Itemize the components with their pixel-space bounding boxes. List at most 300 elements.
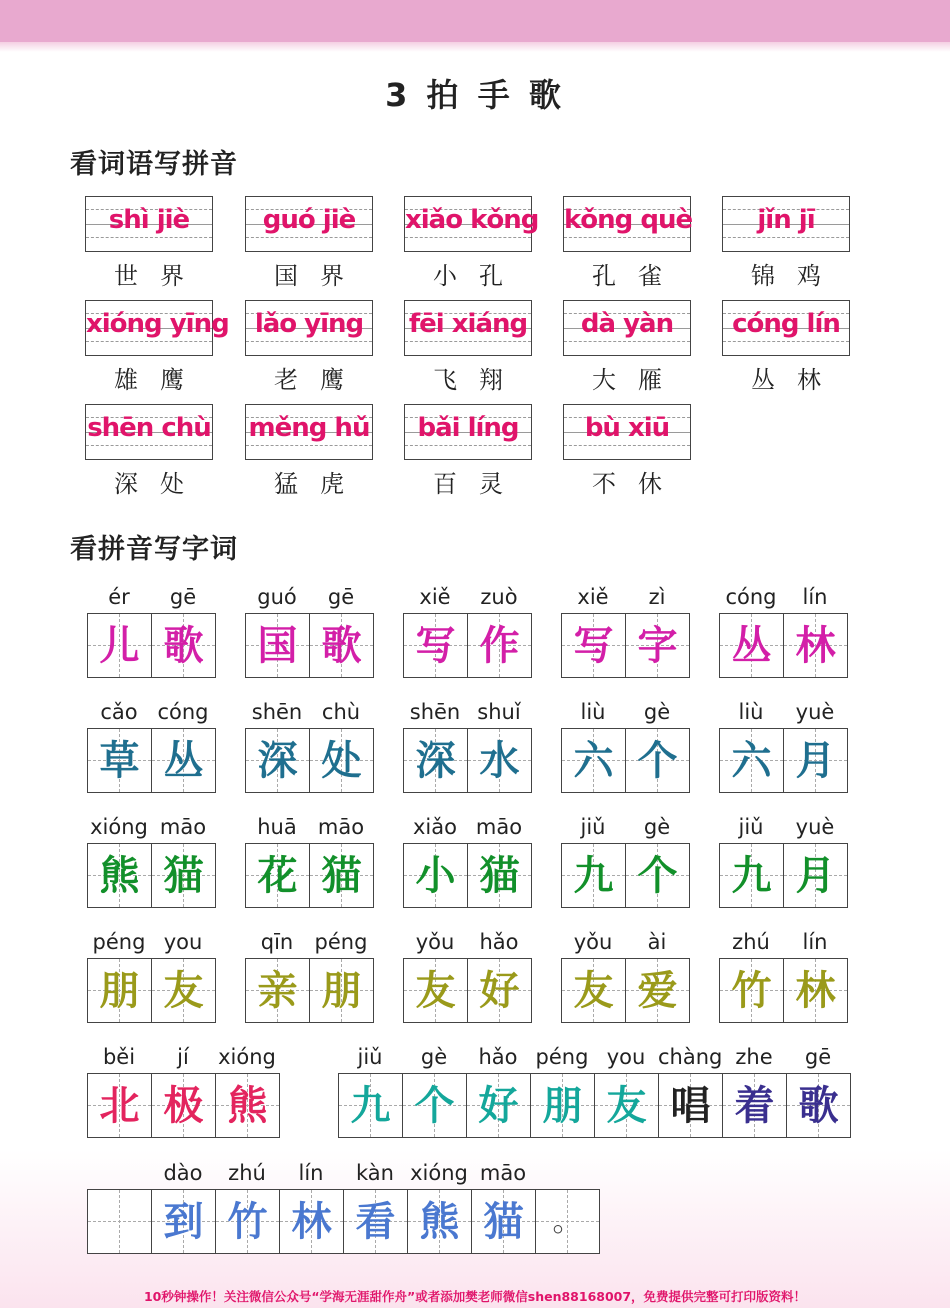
tian-grid-cell	[339, 1074, 403, 1137]
word-item	[563, 300, 691, 395]
hanzi-writing-group	[245, 929, 374, 1023]
tian-grid-row	[87, 613, 216, 678]
hanzi-answer: 爱	[637, 967, 678, 1014]
hanzi-word: 老鹰	[274, 366, 366, 394]
pinyin-answer: guó jiè	[262, 205, 356, 235]
tian-grid-row	[719, 958, 848, 1023]
word-item	[85, 300, 229, 395]
hanzi-word: 国界	[274, 262, 366, 290]
tian-grid-cell	[787, 1074, 851, 1137]
pinyin-syllable: kàn	[356, 1161, 394, 1185]
guide-line	[246, 445, 372, 446]
pinyin-row	[719, 699, 848, 725]
tian-grid-cell	[88, 844, 152, 907]
word-item	[85, 404, 213, 499]
tian-grid-row	[719, 613, 848, 678]
word-item	[563, 196, 691, 291]
pinyin-writing-box	[563, 300, 691, 356]
pinyin-syllable: jiǔ	[357, 1045, 383, 1069]
hanzi-answer: 月	[795, 737, 836, 784]
guide-line	[564, 237, 690, 238]
pinyin-row	[245, 699, 374, 725]
pinyin-syllable: hǎo	[478, 1045, 518, 1069]
hanzi-word: 深处	[114, 470, 206, 498]
pinyin-syllable: zhú	[228, 1161, 266, 1185]
pinyin-syllable: gè	[643, 700, 671, 724]
pinyin-row	[338, 1044, 851, 1070]
pinyin-syllable: you	[606, 1045, 646, 1069]
pinyin-row	[719, 929, 848, 955]
tian-grid-cell	[562, 959, 626, 1022]
tian-grid-row	[87, 1189, 600, 1254]
tian-grid-cell	[152, 1074, 216, 1137]
tian-grid-cell	[310, 844, 374, 907]
pinyin-syllable: xiě	[577, 585, 609, 609]
tian-grid-row	[87, 728, 216, 793]
pinyin-syllable: zì	[648, 585, 666, 609]
pinyin-syllable: gè	[420, 1045, 448, 1069]
tian-grid-row	[561, 843, 690, 908]
pinyin-answer: shì jiè	[108, 205, 190, 235]
hanzi-answer: 亲	[257, 967, 298, 1014]
pinyin-writing-box	[85, 300, 229, 356]
pinyin-syllable: lín	[298, 1161, 324, 1185]
hanzi-answer: 熊	[227, 1082, 268, 1129]
tian-grid-cell	[280, 1190, 344, 1253]
hanzi-writing-group	[719, 814, 848, 908]
tian-grid-cell	[626, 614, 690, 677]
pinyin-answer: kǒng què	[564, 205, 693, 235]
pinyin-syllable: xióng	[90, 815, 148, 839]
tian-grid-cell	[88, 959, 152, 1022]
pinyin-row	[719, 584, 848, 610]
guide-line	[564, 445, 690, 446]
hanzi-word: 百灵	[433, 470, 525, 498]
tian-grid-cell	[88, 614, 152, 677]
pinyin-writing-box	[85, 196, 213, 252]
tian-grid-cell	[626, 729, 690, 792]
tian-grid-cell	[468, 844, 532, 907]
hanzi-answer: 歌	[163, 622, 204, 669]
word-item	[722, 300, 850, 395]
hanzi-answer: 林	[795, 622, 836, 669]
tian-grid-cell	[152, 844, 216, 907]
hanzi-answer: 丛	[163, 737, 204, 784]
tian-grid-row	[561, 728, 690, 793]
hanzi-writing-group	[245, 699, 374, 793]
hanzi-answer: 着	[734, 1082, 775, 1129]
hanzi-writing-group	[561, 814, 690, 908]
pinyin-row	[87, 1044, 280, 1070]
hanzi-answer: 猫	[163, 852, 204, 899]
pinyin-syllable: chàng	[658, 1045, 723, 1069]
hanzi-answer: 猫	[483, 1198, 524, 1245]
section1-heading: 看词语写拼音	[70, 149, 238, 180]
tian-grid-row	[245, 843, 374, 908]
pinyin-syllable: jí	[177, 1045, 189, 1069]
pinyin-syllable: shēn	[409, 700, 461, 724]
hanzi-writing-group	[245, 814, 374, 908]
pinyin-syllable: chù	[321, 700, 361, 724]
pinyin-syllable: māo	[475, 815, 523, 839]
footer-note: 10秒钟操作！关注微信公众号“学海无涯甜作舟”或者添加樊老师微信shen88168007，免费提供完整可打印版资料！	[143, 1289, 807, 1304]
pinyin-syllable: gè	[643, 815, 671, 839]
tian-grid-cell	[310, 614, 374, 677]
pinyin-answer: fēi xiáng	[408, 309, 528, 339]
hanzi-writing-group	[87, 584, 216, 678]
hanzi-word: 大雁	[592, 366, 684, 394]
hanzi-answer: 友	[415, 967, 456, 1014]
hanzi-answer: 儿	[99, 622, 140, 669]
pinyin-writing-box	[245, 196, 373, 252]
tian-grid-cell	[720, 844, 784, 907]
pinyin-row	[561, 929, 690, 955]
tian-grid-cell	[408, 1190, 472, 1253]
pinyin-writing-box	[404, 300, 532, 356]
pinyin-syllable	[535, 1160, 599, 1186]
tian-grid-cell	[404, 959, 468, 1022]
pinyin-syllable: māo	[479, 1161, 527, 1185]
hanzi-answer: 熊	[99, 852, 140, 899]
hanzi-answer: 花	[257, 852, 298, 899]
pinyin-writing-box	[563, 404, 691, 460]
hanzi-answer: 个	[414, 1082, 455, 1129]
pinyin-syllable: ér	[108, 585, 130, 609]
tian-grid-cell	[152, 959, 216, 1022]
tian-grid-row	[719, 843, 848, 908]
hanzi-answer: 国	[257, 622, 298, 669]
tian-grid-cell	[344, 1190, 408, 1253]
tian-grid-cell	[310, 959, 374, 1022]
hanzi-answer: 个	[637, 852, 678, 899]
hanzi-writing-group	[87, 1044, 280, 1138]
pinyin-syllable: shuǐ	[477, 700, 521, 724]
tian-grid-cell	[467, 1074, 531, 1137]
hanzi-writing-group	[403, 699, 532, 793]
hanzi-word: 锦鸡	[751, 262, 843, 290]
pinyin-syllable: xiě	[419, 585, 451, 609]
hanzi-writing-group	[403, 814, 532, 908]
tian-grid-cell	[472, 1190, 536, 1253]
guide-line	[723, 341, 849, 342]
hanzi-answer: 朋	[321, 967, 362, 1014]
pinyin-answer: bǎi líng	[417, 413, 519, 443]
pinyin-writing-box	[245, 300, 373, 356]
tian-grid-cell	[784, 614, 848, 677]
hanzi-answer: 写	[415, 622, 456, 669]
tian-grid-cell	[784, 729, 848, 792]
pinyin-syllable: dào	[163, 1161, 203, 1185]
tian-grid-row	[87, 958, 216, 1023]
hanzi-answer: 好	[478, 1082, 519, 1129]
tian-grid-cell	[152, 614, 216, 677]
tian-grid-cell	[562, 614, 626, 677]
pinyin-row	[87, 929, 216, 955]
pinyin-row	[87, 699, 216, 725]
hanzi-answer: 作	[479, 622, 520, 669]
hanzi-answer: 猫	[321, 852, 362, 899]
pinyin-syllable: liù	[580, 700, 606, 724]
pinyin-syllable: péng	[314, 930, 368, 954]
hanzi-answer: 友	[606, 1082, 647, 1129]
tian-grid-cell	[404, 844, 468, 907]
pinyin-syllable: zhú	[732, 930, 770, 954]
tian-grid-cell	[152, 1190, 216, 1253]
tian-grid-cell	[468, 729, 532, 792]
pinyin-syllable: lín	[802, 585, 828, 609]
pinyin-answer: jǐn jī	[757, 205, 815, 235]
word-item	[563, 404, 691, 499]
pinyin-syllable: liù	[738, 700, 764, 724]
hanzi-answer: 林	[291, 1198, 332, 1245]
hanzi-writing-group	[87, 929, 216, 1023]
tian-grid-cell	[152, 729, 216, 792]
hanzi-answer: 字	[637, 622, 678, 669]
pinyin-writing-box	[563, 196, 691, 252]
pinyin-row	[87, 814, 216, 840]
pinyin-answer: shēn chù	[87, 413, 211, 443]
pinyin-syllable: cóng	[725, 585, 777, 609]
hanzi-answer: 看	[355, 1198, 396, 1245]
pinyin-writing-box	[404, 196, 539, 252]
hanzi-answer: 个	[637, 737, 678, 784]
tian-grid-cell	[404, 614, 468, 677]
pinyin-syllable: hǎo	[479, 930, 519, 954]
tian-grid-cell	[626, 844, 690, 907]
tian-grid-row	[403, 728, 532, 793]
pinyin-row	[403, 929, 532, 955]
hanzi-answer: 。	[552, 1204, 583, 1239]
tian-grid-cell	[88, 1190, 152, 1253]
tian-grid-row	[403, 958, 532, 1023]
pinyin-syllable: zhe	[735, 1045, 773, 1069]
tian-grid-row	[87, 1073, 280, 1138]
pinyin-syllable: xióng	[410, 1161, 468, 1185]
hanzi-word: 世界	[114, 262, 206, 290]
pinyin-syllable: lín	[802, 930, 828, 954]
guide-line	[564, 341, 690, 342]
tian-grid-cell	[88, 729, 152, 792]
hanzi-word: 飞翔	[433, 366, 525, 394]
pinyin-syllable: xióng	[218, 1045, 276, 1069]
pinyin-syllable: péng	[535, 1045, 589, 1069]
hanzi-writing-group	[87, 814, 216, 908]
pinyin-syllable: yuè	[795, 815, 835, 839]
hanzi-answer: 九	[731, 852, 772, 899]
pinyin-row	[561, 584, 690, 610]
hanzi-writing-group	[719, 929, 848, 1023]
hanzi-answer: 歌	[798, 1082, 839, 1129]
pinyin-syllable: huā	[257, 815, 297, 839]
pinyin-row	[87, 584, 216, 610]
hanzi-writing-group	[561, 699, 690, 793]
hanzi-writing-group	[338, 1044, 851, 1138]
tian-grid-cell	[531, 1074, 595, 1137]
pinyin-answer: xióng yīng	[86, 309, 229, 339]
hanzi-writing-group	[87, 699, 216, 793]
top-decorative-band	[0, 0, 950, 46]
pinyin-syllable: cǎo	[100, 700, 138, 724]
tian-grid-row	[87, 843, 216, 908]
hanzi-word: 孔雀	[592, 262, 684, 290]
tian-grid-cell	[246, 729, 310, 792]
section2-heading: 看拼音写字词	[70, 534, 238, 565]
hanzi-answer: 到	[163, 1198, 204, 1245]
hanzi-answer: 深	[257, 737, 298, 784]
pinyin-syllable: ài	[647, 930, 667, 954]
pinyin-syllable	[87, 1160, 151, 1186]
hanzi-word: 不休	[592, 470, 684, 498]
tian-grid-cell	[216, 1074, 280, 1137]
pinyin-syllable: xiǎo	[413, 815, 457, 839]
pinyin-syllable: yǒu	[573, 930, 613, 954]
tian-grid-cell	[595, 1074, 659, 1137]
tian-grid-cell	[246, 614, 310, 677]
hanzi-answer: 歌	[321, 622, 362, 669]
hanzi-writing-group	[719, 699, 848, 793]
tian-grid-row	[403, 613, 532, 678]
hanzi-word: 小孔	[433, 262, 525, 290]
pinyin-row	[245, 584, 374, 610]
tian-grid-cell	[720, 614, 784, 677]
guide-line	[86, 237, 212, 238]
word-item	[85, 196, 213, 291]
pinyin-row	[403, 814, 532, 840]
hanzi-answer: 竹	[227, 1198, 268, 1245]
tian-grid-cell	[403, 1074, 467, 1137]
pinyin-answer: cóng lín	[732, 309, 840, 339]
tian-grid-row	[245, 958, 374, 1023]
tian-grid-cell	[246, 959, 310, 1022]
tian-grid-cell	[720, 959, 784, 1022]
pinyin-syllable: māo	[159, 815, 207, 839]
tian-grid-cell	[723, 1074, 787, 1137]
pinyin-answer: bù xiū	[584, 413, 670, 443]
guide-line	[86, 341, 212, 342]
hanzi-answer: 深	[415, 737, 456, 784]
pinyin-syllable: guó	[257, 585, 297, 609]
pinyin-row	[245, 929, 374, 955]
guide-line	[86, 445, 212, 446]
pinyin-writing-box	[85, 404, 213, 460]
pinyin-answer: lǎo yīng	[254, 309, 364, 339]
hanzi-answer: 九	[350, 1082, 391, 1129]
word-item	[404, 300, 532, 395]
hanzi-answer: 林	[795, 967, 836, 1014]
hanzi-answer: 月	[795, 852, 836, 899]
guide-line	[723, 237, 849, 238]
hanzi-answer: 小	[415, 852, 456, 899]
pinyin-syllable: shēn	[251, 700, 303, 724]
pinyin-answer: dà yàn	[580, 309, 674, 339]
hanzi-answer: 处	[321, 737, 362, 784]
tian-grid-cell	[784, 959, 848, 1022]
hanzi-writing-group	[561, 929, 690, 1023]
pinyin-row	[245, 814, 374, 840]
tian-grid-cell	[468, 614, 532, 677]
pinyin-writing-box	[722, 196, 850, 252]
hanzi-writing-group	[403, 584, 532, 678]
hanzi-answer: 熊	[419, 1198, 460, 1245]
tian-grid-row	[403, 843, 532, 908]
tian-grid-cell	[310, 729, 374, 792]
hanzi-answer: 好	[479, 967, 520, 1014]
hanzi-answer: 草	[99, 737, 140, 784]
tian-grid-row	[245, 613, 374, 678]
tian-grid-cell	[88, 1074, 152, 1137]
tian-grid-cell	[626, 959, 690, 1022]
pinyin-row	[719, 814, 848, 840]
tian-grid-cell	[659, 1074, 723, 1137]
pinyin-syllable: yuè	[795, 700, 835, 724]
pinyin-syllable: gē	[169, 585, 197, 609]
pinyin-row	[403, 584, 532, 610]
hanzi-answer: 北	[99, 1082, 140, 1129]
tian-grid-cell	[562, 729, 626, 792]
pinyin-syllable: jiǔ	[580, 815, 606, 839]
hanzi-writing-group	[719, 584, 848, 678]
hanzi-answer: 写	[573, 622, 614, 669]
pinyin-syllable: māo	[317, 815, 365, 839]
hanzi-answer	[88, 1190, 151, 1253]
pinyin-answer: xiǎo kǒng	[405, 205, 539, 235]
guide-line	[246, 237, 372, 238]
word-item	[245, 196, 373, 291]
pinyin-syllable: you	[163, 930, 203, 954]
pinyin-writing-box	[245, 404, 373, 460]
pinyin-row	[561, 699, 690, 725]
pinyin-syllable: péng	[92, 930, 146, 954]
guide-line	[405, 237, 531, 238]
hanzi-word: 雄鹰	[114, 366, 206, 394]
hanzi-answer: 猫	[479, 852, 520, 899]
pinyin-syllable: běi	[102, 1045, 136, 1069]
page-title: 3 拍 手 歌	[385, 76, 565, 114]
tian-grid-row	[561, 958, 690, 1023]
pinyin-writing-box	[404, 404, 532, 460]
pinyin-row	[87, 1160, 600, 1186]
hanzi-word: 猛虎	[274, 470, 366, 498]
hanzi-answer: 朋	[542, 1082, 583, 1129]
guide-line	[405, 445, 531, 446]
hanzi-answer: 六	[573, 737, 614, 784]
tian-grid-cell	[720, 729, 784, 792]
hanzi-answer: 九	[573, 852, 614, 899]
tian-grid-cell	[246, 844, 310, 907]
pinyin-syllable: yǒu	[415, 930, 455, 954]
hanzi-answer: 唱	[670, 1082, 711, 1129]
hanzi-writing-group	[245, 584, 374, 678]
word-item	[404, 196, 539, 291]
pinyin-syllable: qīn	[260, 930, 294, 954]
pinyin-row	[561, 814, 690, 840]
pinyin-syllable: jiǔ	[738, 815, 764, 839]
tian-grid-cell	[216, 1190, 280, 1253]
tian-grid-row	[719, 728, 848, 793]
pinyin-syllable: gē	[327, 585, 355, 609]
pinyin-answer: měng hǔ	[248, 413, 370, 443]
hanzi-writing-group	[403, 929, 532, 1023]
tian-grid-cell	[468, 959, 532, 1022]
word-item	[404, 404, 532, 499]
hanzi-writing-group	[561, 584, 690, 678]
guide-line	[246, 341, 372, 342]
word-item	[245, 404, 373, 499]
pinyin-row	[403, 699, 532, 725]
tian-grid-row	[245, 728, 374, 793]
tian-grid-cell	[784, 844, 848, 907]
hanzi-answer: 友	[163, 967, 204, 1014]
